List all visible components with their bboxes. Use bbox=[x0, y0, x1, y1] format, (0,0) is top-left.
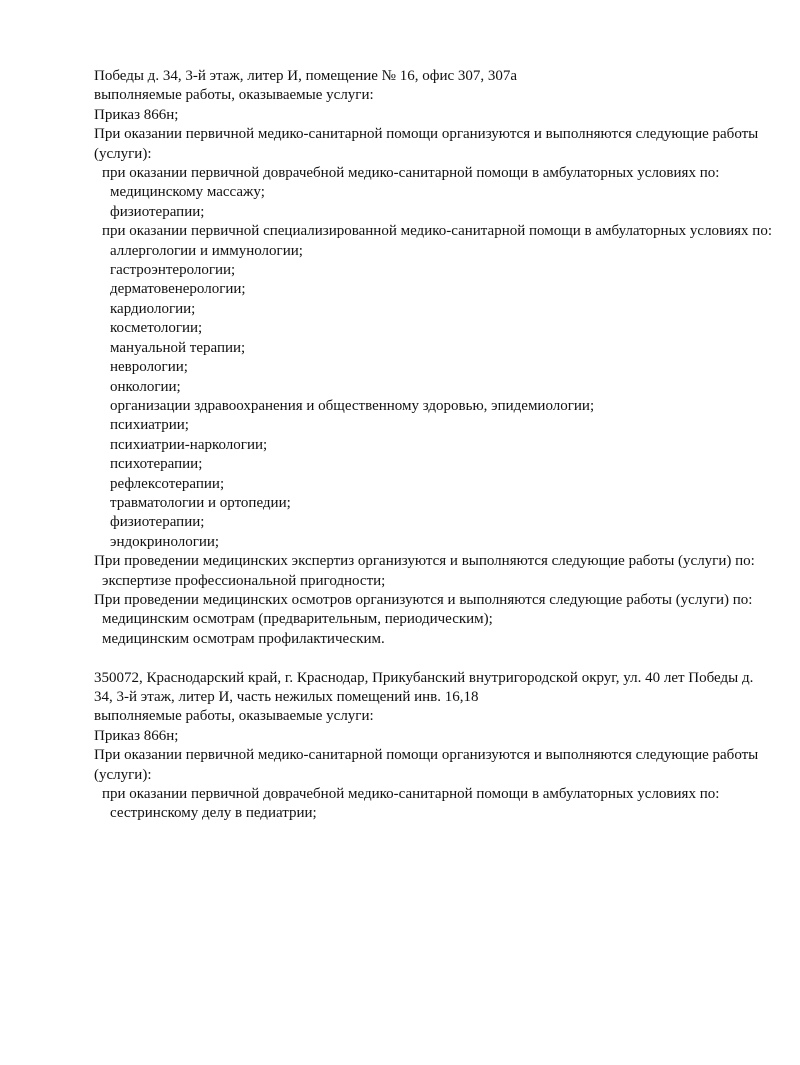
works-label: выполняемые работы, оказываемые услуги: bbox=[94, 87, 374, 104]
order-reference: Приказ 866н; bbox=[94, 727, 179, 744]
list-item: психиатрии; bbox=[110, 417, 189, 434]
order-reference: Приказ 866н; bbox=[94, 106, 179, 123]
list-item: медицинским осмотрам профилактическим. bbox=[102, 630, 385, 647]
works-label: выполняемые работы, оказываемые услуги: bbox=[94, 708, 374, 725]
address-continuation: Победы д. 34, 3-й этаж, литер И, помещение № 16, офис 307, 307а bbox=[94, 68, 518, 84]
expertise-heading: При проведении медицинских экспертиз организуются и выполняются следующие работы (услуги) по: bbox=[94, 553, 755, 570]
predoctor-care-heading: при оказании первичной доврачебной медико-санитарной помощи в амбулаторных условиях по: bbox=[102, 165, 720, 182]
list-item: сестринскому делу в педиатрии; bbox=[110, 805, 317, 822]
list-item: физиотерапии; bbox=[110, 514, 205, 531]
pmsp-heading: При оказании первичной медико-санитарной помощи организуются и выполняются следующие работы (услуги): bbox=[94, 747, 759, 783]
list-item: медицинскому массажу; bbox=[110, 184, 265, 201]
specialized-care-heading: при оказании первичной специализированной медико-санитарной помощи в амбулаторных условиях по: bbox=[102, 223, 773, 240]
list-item: гастроэнтерологии; bbox=[110, 262, 236, 279]
list-item: неврологии; bbox=[110, 359, 188, 376]
list-item: медицинским осмотрам (предварительным, периодическим); bbox=[102, 611, 493, 628]
list-item: рефлексотерапии; bbox=[110, 475, 225, 492]
list-item: косметологии; bbox=[110, 320, 203, 337]
checkups-heading: При проведении медицинских осмотров организуются и выполняются следующие работы (услуги) по: bbox=[94, 591, 753, 608]
predoctor-care-heading: при оказании первичной доврачебной медико-санитарной помощи в амбулаторных условиях по: bbox=[102, 786, 720, 803]
list-item: психотерапии; bbox=[110, 456, 203, 473]
list-item: мануальной терапии; bbox=[110, 339, 246, 356]
list-item: организации здравоохранения и общественному здоровью, эпидемиологии; bbox=[110, 397, 595, 414]
license-document-page bbox=[94, 67, 774, 824]
address: 350072, Краснодарский край, г. Краснодар, Прикубанский внутригородской округ, ул. 40 лет Победы д. 34, 3-й этаж, литер И, часть нежилых помещений инв. 16,18 bbox=[94, 669, 754, 705]
pmsp-heading: При оказании первичной медико-санитарной помощи организуются и выполняются следующие работы (услуги): bbox=[94, 126, 759, 162]
list-item: психиатрии-наркологии; bbox=[110, 436, 268, 453]
section-spacer bbox=[94, 649, 774, 668]
list-item: онкологии; bbox=[110, 378, 181, 395]
list-item: дерматовенерологии; bbox=[110, 281, 246, 298]
list-item: эндокринологии; bbox=[110, 533, 220, 550]
list-item: физиотерапии; bbox=[110, 203, 205, 220]
list-item: аллергологии и иммунологии; bbox=[110, 242, 303, 259]
list-item: экспертизе профессиональной пригодности; bbox=[102, 572, 386, 589]
list-item: кардиологии; bbox=[110, 300, 196, 317]
list-item: травматологии и ортопедии; bbox=[110, 494, 291, 511]
